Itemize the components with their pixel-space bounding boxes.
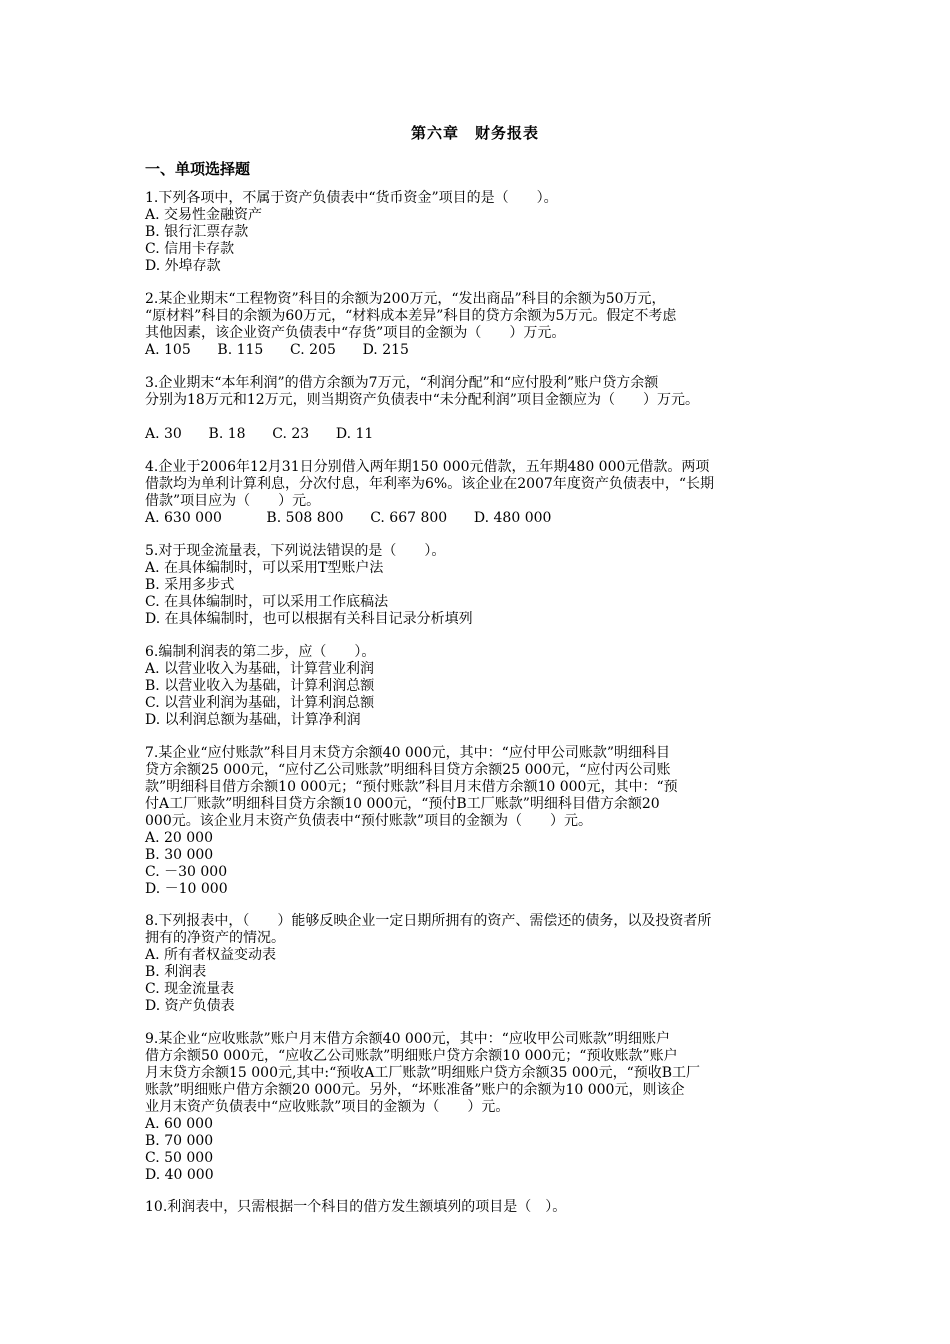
option-b: B. 以营业收入为基础，计算利润总额	[145, 678, 375, 694]
option-a: A. 交易性金融资产	[145, 207, 263, 223]
option-b: B. 银行汇票存款	[145, 224, 249, 240]
question-10	[145, 1199, 815, 1216]
question-9	[145, 1031, 815, 1184]
option-a: A. 20 000	[145, 830, 213, 846]
options-row: A. 30 B. 18 C. 23 D. 11	[145, 426, 374, 442]
question-text: 借款”项目应为（ ）元。	[145, 493, 321, 509]
question-4	[145, 459, 815, 527]
question-text: 借款均为单利计算利息，分次付息，年利率为6%。该企业在2007年度资产负债表中，“长期	[145, 476, 714, 492]
question-text: 9.某企业“应收账款”账户月末借方余额40 000元，其中：“应收甲公司账款”明细账户	[145, 1031, 670, 1047]
option-c: C. 信用卡存款	[145, 241, 235, 257]
question-2	[145, 291, 815, 359]
question-text: 8.下列报表中，（ ）能够反映企业一定日期所拥有的资产、需偿还的债务，以及投资者所	[145, 913, 712, 929]
option-d: D. －10 000	[145, 881, 228, 897]
question-text: 1.下列各项中，不属于资产负债表中“货币资金”项目的是（ ）。	[145, 190, 558, 206]
chapter-title: 第六章 财务报表	[410, 124, 539, 142]
option-b: B. 采用多步式	[145, 577, 235, 593]
question-1	[145, 190, 815, 275]
question-7	[145, 745, 815, 898]
question-text: 贷方余额25 000元，“应付乙公司账款”明细科目贷方余额25 000元，“应付丙公司账	[145, 762, 671, 778]
question-text: 账款”明细账户借方余额20 000元。另外，“坏账准备”账户的余额为10 000元，则该企	[145, 1082, 685, 1098]
question-text: 10.利润表中，只需根据一个科目的借方发生额填列的项目是（ ）。	[145, 1199, 567, 1215]
question-text: 6.编制利润表的第二步，应（ ）。	[145, 644, 376, 660]
question-text: “原材料”科目的余额为60万元，“材料成本差异”科目的贷方余额为5万元。假定不考虑	[145, 308, 677, 324]
question-text: 款”明细科目借方余额10 000元；“预付账款”科目月末借方余额10 000元，其中：“预	[145, 779, 678, 795]
option-a: A. 以营业收入为基础，计算营业利润	[145, 661, 375, 677]
option-d: D. 资产负债表	[145, 998, 235, 1014]
option-b: B. 70 000	[145, 1133, 214, 1149]
question-text: 3.企业期末“本年利润”的借方余额为7万元，“利润分配”和“应付股利”账户贷方余额	[145, 375, 659, 391]
question-text: 付A工厂账款”明细科目贷方余额10 000元，“预付B工厂账款”明细科目借方余额20	[145, 796, 660, 812]
question-6	[145, 644, 815, 729]
options-row: A. 630 000 B. 508 800 C. 667 800 D. 480 000	[145, 510, 552, 526]
option-c: C. 50 000	[145, 1150, 214, 1166]
option-d: D. 以利润总额为基础，计算净利润	[145, 712, 361, 728]
options-row: A. 105 B. 115 C. 205 D. 215	[145, 342, 409, 358]
question-text: 5.对于现金流量表，下列说法错误的是（ ）。	[145, 543, 446, 559]
question-5	[145, 543, 815, 628]
question-8	[145, 913, 815, 1015]
option-d: D. 外埠存款	[145, 258, 221, 274]
option-c: C. 以营业利润为基础，计算利润总额	[145, 695, 375, 711]
question-text: 7.某企业“应付账款”科目月末贷方余额40 000元，其中：“应付甲公司账款”明细科目	[145, 745, 670, 761]
option-a: A. 60 000	[145, 1116, 213, 1132]
question-text: 其他因素，该企业资产负债表中“存货”项目的金额为（ ）万元。	[145, 325, 566, 341]
option-b: B. 30 000	[145, 847, 214, 863]
question-text: 业月末资产负债表中“应收账款”项目的金额为（ ）元。	[145, 1099, 510, 1115]
option-a: A. 在具体编制时，可以采用T型账户法	[145, 560, 384, 576]
question-text: 拥有的净资产的情况。	[145, 930, 285, 946]
option-b: B. 利润表	[145, 964, 207, 980]
question-3-options	[145, 426, 815, 443]
option-d: D. 40 000	[145, 1167, 214, 1183]
option-d: D. 在具体编制时，也可以根据有关科目记录分析填列	[145, 611, 473, 627]
question-text: 月末贷方余额15 000元,其中:“预收A工厂账款”明细账户贷方余额35 000元，“预收B工厂	[145, 1065, 701, 1081]
question-text: 借方余额50 000元，“应收乙公司账款”明细账户贷方余额10 000元；“预收账款”账户	[145, 1048, 678, 1064]
question-text: 4.企业于2006年12月31日分别借入两年期150 000元借款，五年期480 000元借款。两项	[145, 459, 710, 475]
option-c: C. －30 000	[145, 864, 228, 880]
question-text: 分别为18万元和12万元，则当期资产负债表中“未分配利润”项目金额应为（ ）万元。	[145, 392, 699, 408]
option-c: C. 现金流量表	[145, 981, 235, 997]
question-3	[145, 375, 815, 409]
option-c: C. 在具体编制时，可以采用工作底稿法	[145, 594, 389, 610]
question-text: 2.某企业期末“工程物资”科目的余额为200万元，“发出商品”科目的余额为50万元，	[145, 291, 666, 307]
question-text: 000元。该企业月末资产负债表中“预付账款”项目的金额为（ ）元。	[145, 813, 593, 829]
option-a: A. 所有者权益变动表	[145, 947, 277, 963]
section-heading: 一、单项选择题	[145, 160, 251, 178]
